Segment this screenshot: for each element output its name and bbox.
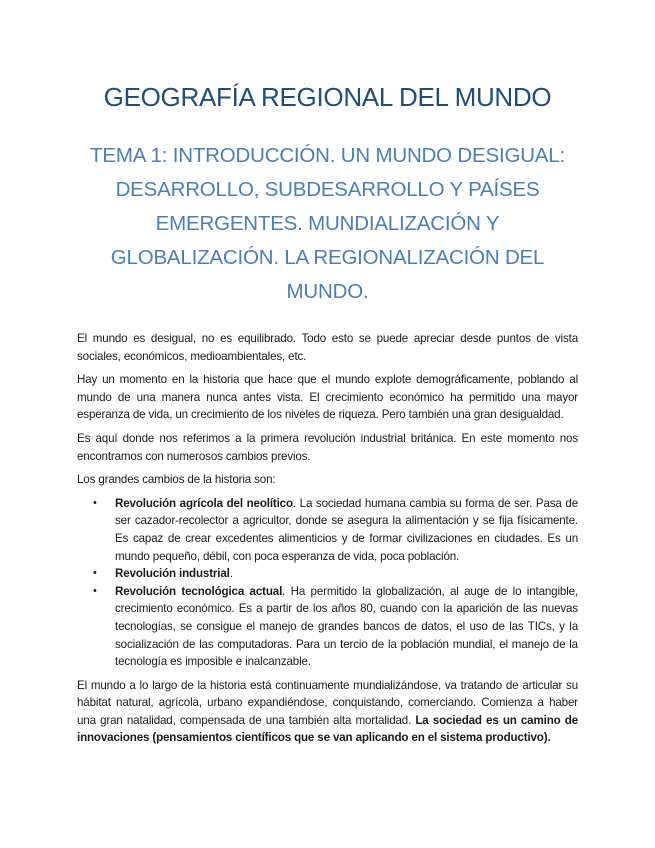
changes-list [77,495,578,671]
list-item-heading: Revolución tecnológica actual [115,584,283,598]
list-item-text: . [229,567,233,581]
list-item [93,565,578,583]
bullet-icon: • [93,567,97,580]
paragraph: Los grandes cambios de la historia son: [77,473,276,487]
list-item [93,583,578,671]
closing-paragraph [77,677,578,747]
paragraph: El mundo es desigual, no es equilibrado. Todo esto se puede apreciar desde puntos de vista sociales, económicos, medioambientales, etc. [77,332,578,363]
list-item-text: . Ha permitido la globalización, al auge de lo intangible, crecimiento económico. Es a partir de los años 80, cuando con la aparición de las nuevas tecnologías, se consigue el manejo de grandes bancos de datos, el uso de las TICs, y la socialización de las computadoras. Para un tercio de la población mundial, el manejo de la tecnología es imposible e inalcanzable. [115,584,578,669]
bullet-icon: • [93,584,97,597]
list-item-heading: Revolución agrícola del neolítico [115,496,293,510]
list-item-heading: Revolución industrial [115,567,230,581]
closing-bold-text: La sociedad es un camino de innovaciones (pensamientos científicos que se van aplicando en el sistema productivo). [77,713,578,745]
document-body [77,330,578,753]
paragraph: Hay un momento en la historia que hace que el mundo explote demográficamente, poblando al mundo de una manera nunca antes vista. El crecimiento económico ha permitido una mayor esperanza de vida, un crecimiento de los niveles de riqueza. Pero también una gran desigualdad. [77,373,578,422]
closing-text: El mundo a lo largo de la historia está continuamente mundializándose, va tratando de articular su hábitat natural, agrícola, urbano expandiéndose, conquistando, comerciando. Comienza a haber una gran natalidad, compensada de una también alta mortalidad. [77,678,578,727]
bullet-icon: • [93,496,97,509]
paragraph: Es aquí donde nos referimos a la primera revolución industrial británica. En este momento nos encontramos con numerosos cambios previos. [77,431,578,463]
list-item-text: . La sociedad humana cambia su forma de ser. Pasa de ser cazador-recolector a agricultor, donde se asegura la alimentación y se fija físicamente. Es capaz de crear excedentes alimenticios y de formar civilizaciones en ciudades. Es un mundo pequeño, débil, con poca esperanza de vida, poca población. [115,496,578,563]
document-title: GEOGRAFÍA REGIONAL DEL MUNDO [103,82,552,112]
document-subtitle: TEMA 1: INTRODUCCIÓN. UN MUNDO DESIGUAL: DESARROLLO, SUBDESARROLLO Y PAÍSES EMERGENTES. MUNDIALIZACIÓN Y GLOBALIZACIÓN. LA REGIONALIZACIÓN DEL MUNDO. [90,144,565,303]
list-item [93,495,578,565]
